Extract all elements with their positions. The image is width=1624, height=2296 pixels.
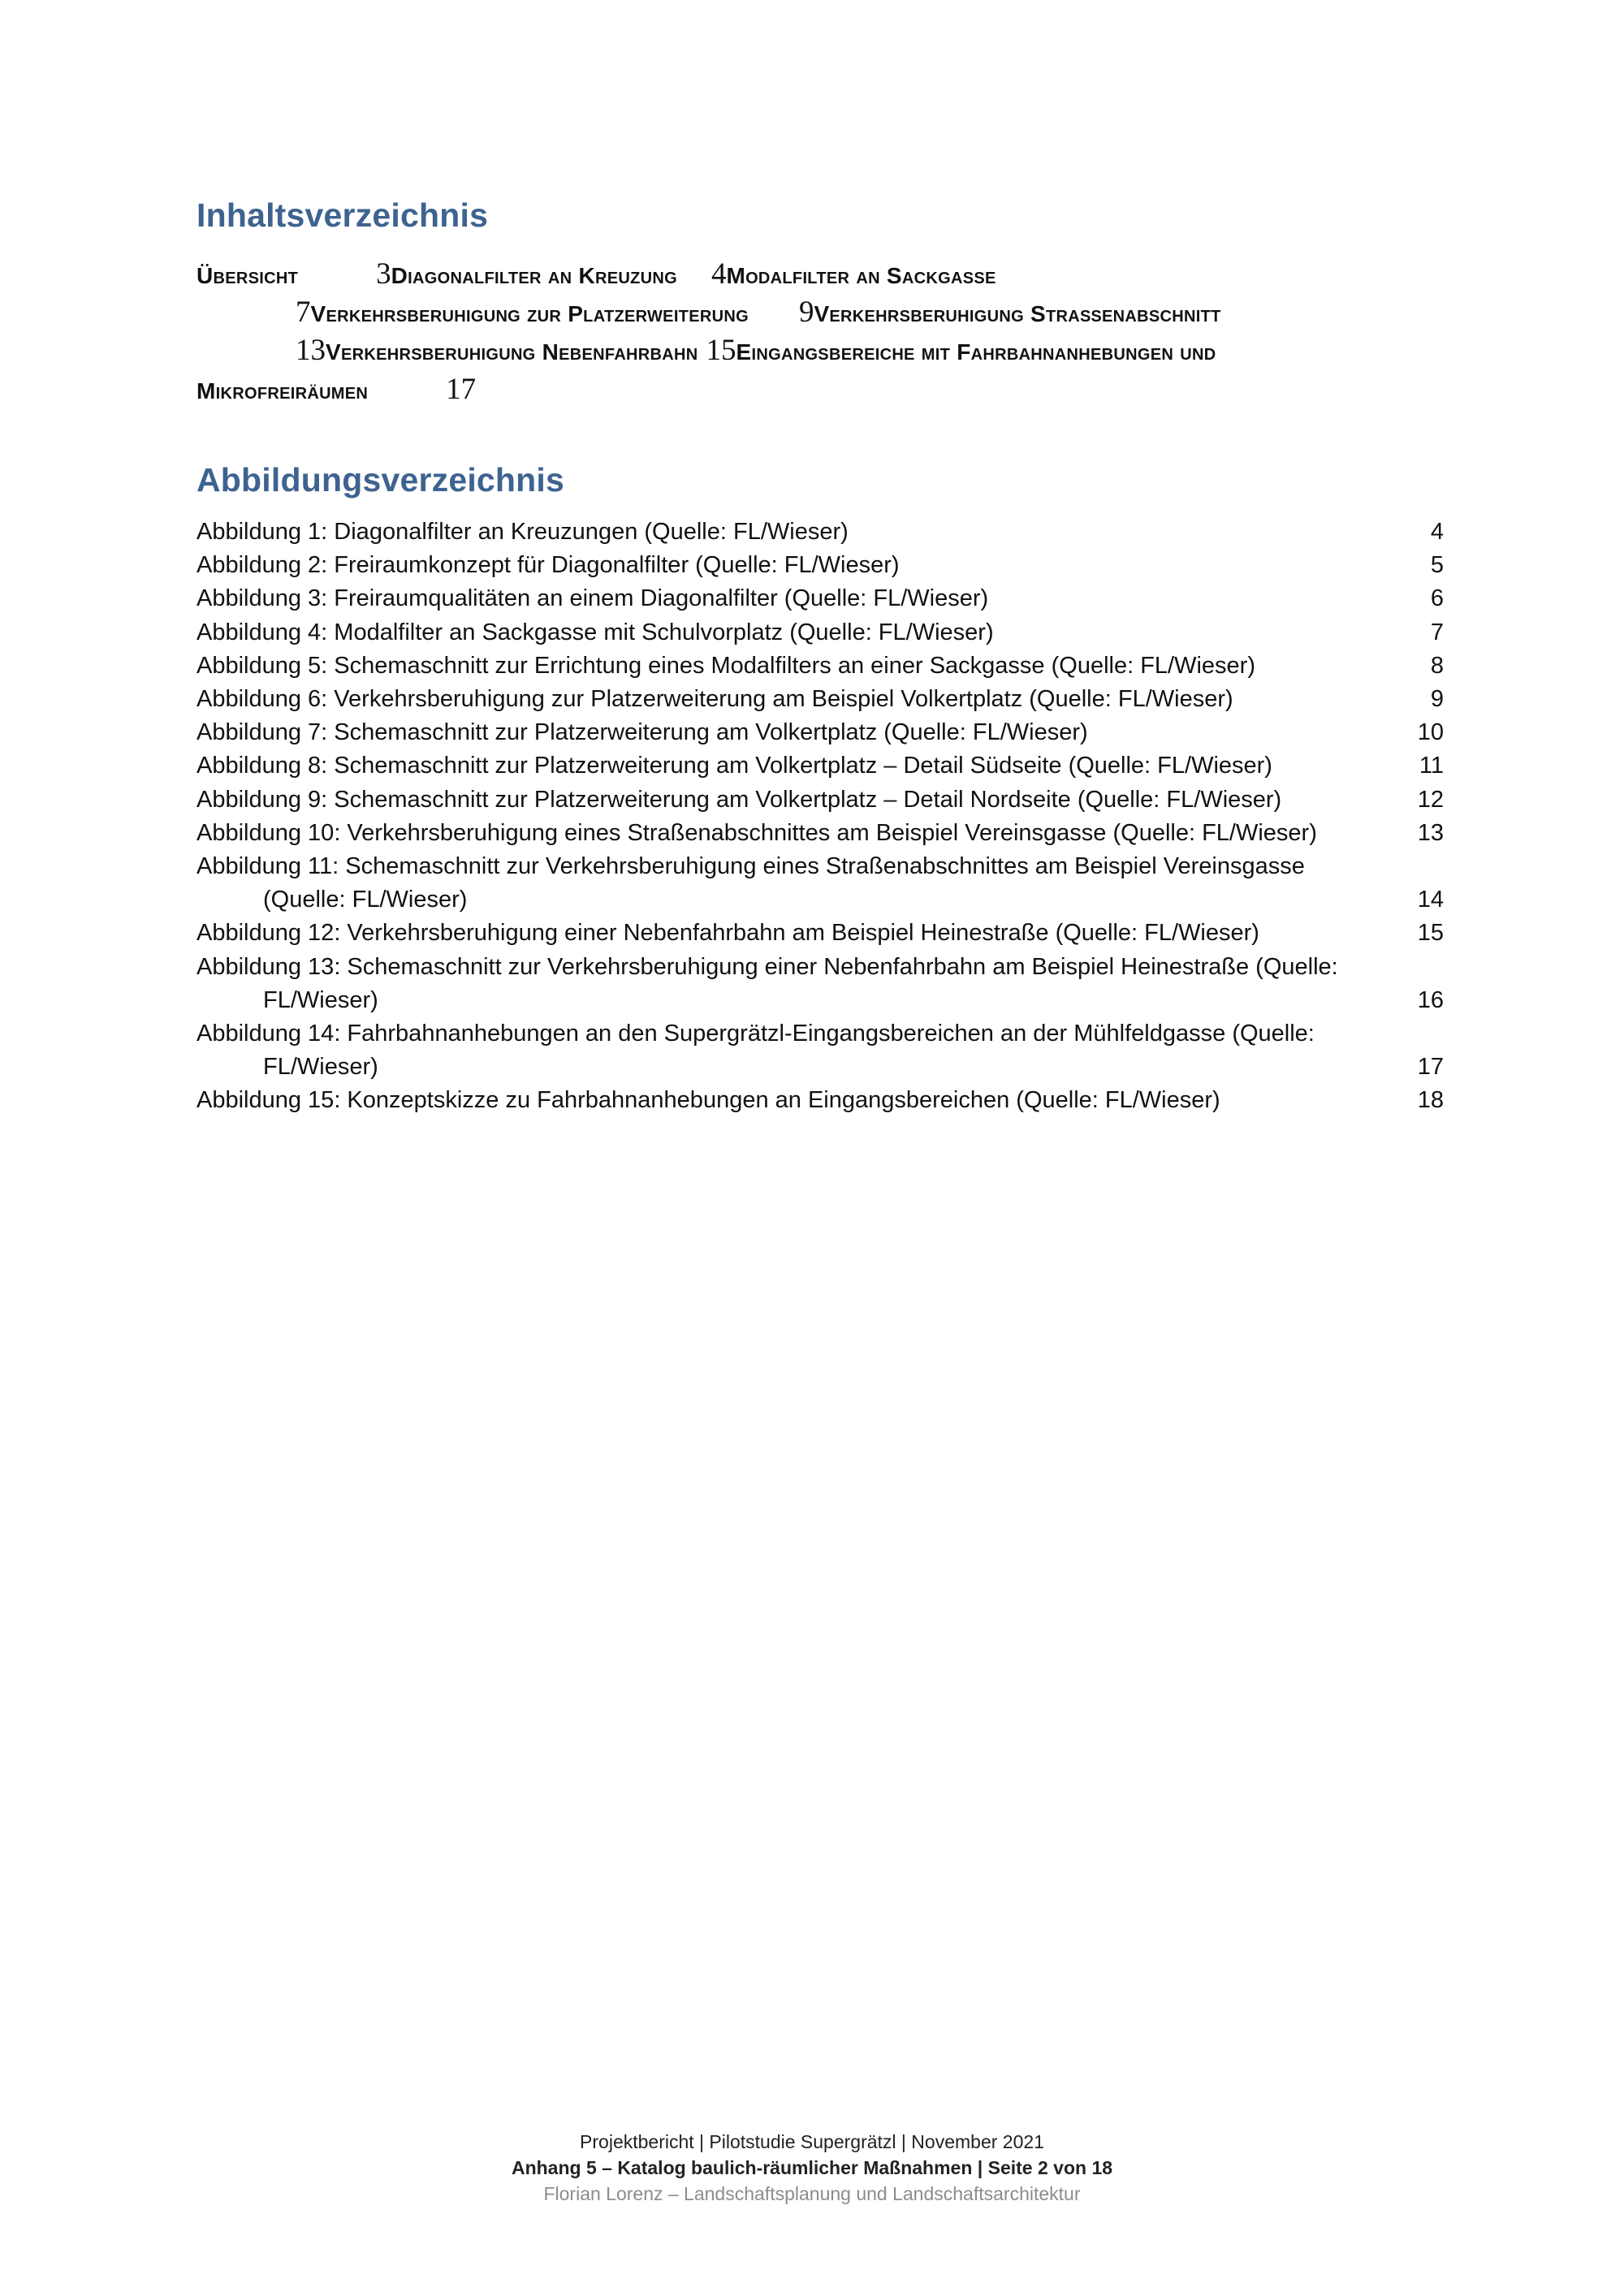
figure-caption: Abbildung 4: Modalfilter an Sackgasse mit Schulvorplatz (Quelle: FL/Wieser) <box>197 619 994 645</box>
toc-page-number: 9 <box>798 296 814 329</box>
figure-entry[interactable] <box>197 917 1444 950</box>
figure-entry[interactable] <box>197 951 1444 1017</box>
toc-entry-diagonalfilter[interactable]: Diagonalfilter an Kreuzung <box>391 263 677 288</box>
toc-entry-mikrofreiraeumen[interactable]: Mikrofreiräumen <box>197 378 369 404</box>
figure-caption: Abbildung 11: Schemaschnitt zur Verkehrsberuhigung eines Straßenabschnittes am Beispiel Vereinsgasse <box>197 853 1305 880</box>
figure-caption: Abbildung 14: Fahrbahnanhebungen an den Supergrätzl-Eingangsbereichen an der Mühlfeldgasse (Quelle: <box>197 1021 1315 1047</box>
figure-list <box>197 516 1444 1118</box>
figure-entry[interactable] <box>197 850 1444 917</box>
figure-entry[interactable] <box>197 749 1444 783</box>
figure-caption: Abbildung 1: Diagonalfilter an Kreuzungen (Quelle: FL/Wieser) <box>197 519 849 545</box>
figure-page: 17 <box>1417 1054 1444 1081</box>
toc-page-number: 4 <box>710 257 727 291</box>
figure-caption-continued: FL/Wieser) <box>263 1054 378 1081</box>
toc-page-number: 3 <box>376 257 391 291</box>
figure-page: 12 <box>1417 786 1444 813</box>
toc-line-3 <box>296 333 1216 368</box>
figure-caption: Abbildung 10: Verkehrsberuhigung eines Straßenabschnittes am Beispiel Vereinsgasse (Quelle: FL/Wieser) <box>197 819 1317 846</box>
toc-page-number: 17 <box>446 373 477 406</box>
toc-heading: Inhaltsverzeichnis <box>197 196 489 234</box>
figure-page: 14 <box>1417 887 1444 913</box>
figure-entry[interactable] <box>197 516 1444 549</box>
figure-page: 16 <box>1417 986 1444 1013</box>
figure-caption-continued: FL/Wieser) <box>263 986 378 1013</box>
figure-page: 18 <box>1417 1087 1444 1114</box>
figure-entry[interactable] <box>197 582 1444 615</box>
toc-entry-platzerweiterung[interactable]: Verkehrsberuhigung zur Platzerweiterung <box>310 301 749 326</box>
toc-line-2 <box>296 295 1221 330</box>
figure-page: 11 <box>1419 753 1444 779</box>
figure-page: 5 <box>1430 552 1444 579</box>
toc-page-number: 7 <box>296 296 311 329</box>
figure-entry[interactable] <box>197 716 1444 749</box>
figure-caption: Abbildung 3: Freiraumqualitäten an einem Diagonalfilter (Quelle: FL/Wieser) <box>197 585 989 612</box>
toc-entry-modalfilter[interactable]: Modalfilter an Sackgasse <box>726 263 996 288</box>
toc-entry-nebenfahrbahn[interactable]: Verkehrsberuhigung Nebenfahrbahn <box>326 339 698 365</box>
figure-caption: Abbildung 12: Verkehrsberuhigung einer Nebenfahrbahn am Beispiel Heinestraße (Quelle: FL/Wieser) <box>197 920 1259 947</box>
figure-page: 4 <box>1430 519 1444 545</box>
figure-caption: Abbildung 8: Schemaschnitt zur Platzerweiterung am Volkertplatz – Detail Südseite (Quelle: FL/Wieser) <box>197 753 1272 779</box>
figure-caption: Abbildung 15: Konzeptskizze zu Fahrbahnanhebungen an Eingangsbereichen (Quelle: FL/Wieser) <box>197 1087 1220 1114</box>
toc-entry-uebersicht[interactable]: Übersicht <box>197 263 299 288</box>
figure-entry[interactable] <box>197 549 1444 582</box>
figures-heading: Abbildungsverzeichnis <box>197 461 564 498</box>
figure-caption: Abbildung 2: Freiraumkonzept für Diagonalfilter (Quelle: FL/Wieser) <box>197 552 900 579</box>
figure-caption: Abbildung 6: Verkehrsberuhigung zur Platzerweiterung am Beispiel Volkertplatz (Quelle: FL/Wieser) <box>197 686 1233 713</box>
figure-page: 6 <box>1430 585 1444 612</box>
toc-page-number: 15 <box>706 334 736 367</box>
footer-project-line: Projektbericht | Pilotstudie Supergrätzl | November 2021 <box>580 2131 1044 2152</box>
figure-caption: Abbildung 9: Schemaschnitt zur Platzerweiterung am Volkertplatz – Detail Nordseite (Quelle: FL/Wieser) <box>197 786 1282 813</box>
figure-entry[interactable] <box>197 683 1444 716</box>
figure-page: 10 <box>1417 719 1444 746</box>
toc-entry-strassenabschnitt[interactable]: Verkehrsberuhigung Straßenabschnitt <box>814 301 1221 326</box>
toc-line-4 <box>197 372 476 407</box>
figure-caption: Abbildung 13: Schemaschnitt zur Verkehrsberuhigung einer Nebenfahrbahn am Beispiel Heinestraße (Quelle: <box>197 953 1338 980</box>
figure-caption: Abbildung 7: Schemaschnitt zur Platzerweiterung am Volkertplatz (Quelle: FL/Wieser) <box>197 719 1088 746</box>
toc-page-number: 13 <box>296 334 326 367</box>
figure-entry[interactable] <box>197 616 1444 650</box>
figure-entry[interactable] <box>197 817 1444 850</box>
figure-caption-continued: (Quelle: FL/Wieser) <box>263 887 468 913</box>
figure-page: 8 <box>1430 652 1444 679</box>
footer-author-line: Florian Lorenz – Landschaftsplanung und Landschaftsarchitektur <box>543 2183 1081 2204</box>
figure-page: 9 <box>1430 686 1444 713</box>
figure-page: 13 <box>1417 819 1444 846</box>
figure-entry[interactable] <box>197 783 1444 817</box>
toc-entry-eingangsbereiche[interactable]: Eingangsbereiche mit Fahrbahnanhebungen und <box>736 339 1216 365</box>
figure-caption: Abbildung 5: Schemaschnitt zur Errichtung eines Modalfilters an einer Sackgasse (Quelle: FL/Wieser) <box>197 652 1255 679</box>
figure-page: 7 <box>1430 619 1444 645</box>
figure-entry[interactable] <box>197 1084 1444 1117</box>
footer-appendix-line: Anhang 5 – Katalog baulich-räumlicher Maßnahmen | Seite 2 von 18 <box>511 2157 1113 2178</box>
toc-line-1 <box>197 257 996 291</box>
figure-entry[interactable] <box>197 650 1444 683</box>
figure-page: 15 <box>1417 920 1444 947</box>
figure-entry[interactable] <box>197 1017 1444 1084</box>
